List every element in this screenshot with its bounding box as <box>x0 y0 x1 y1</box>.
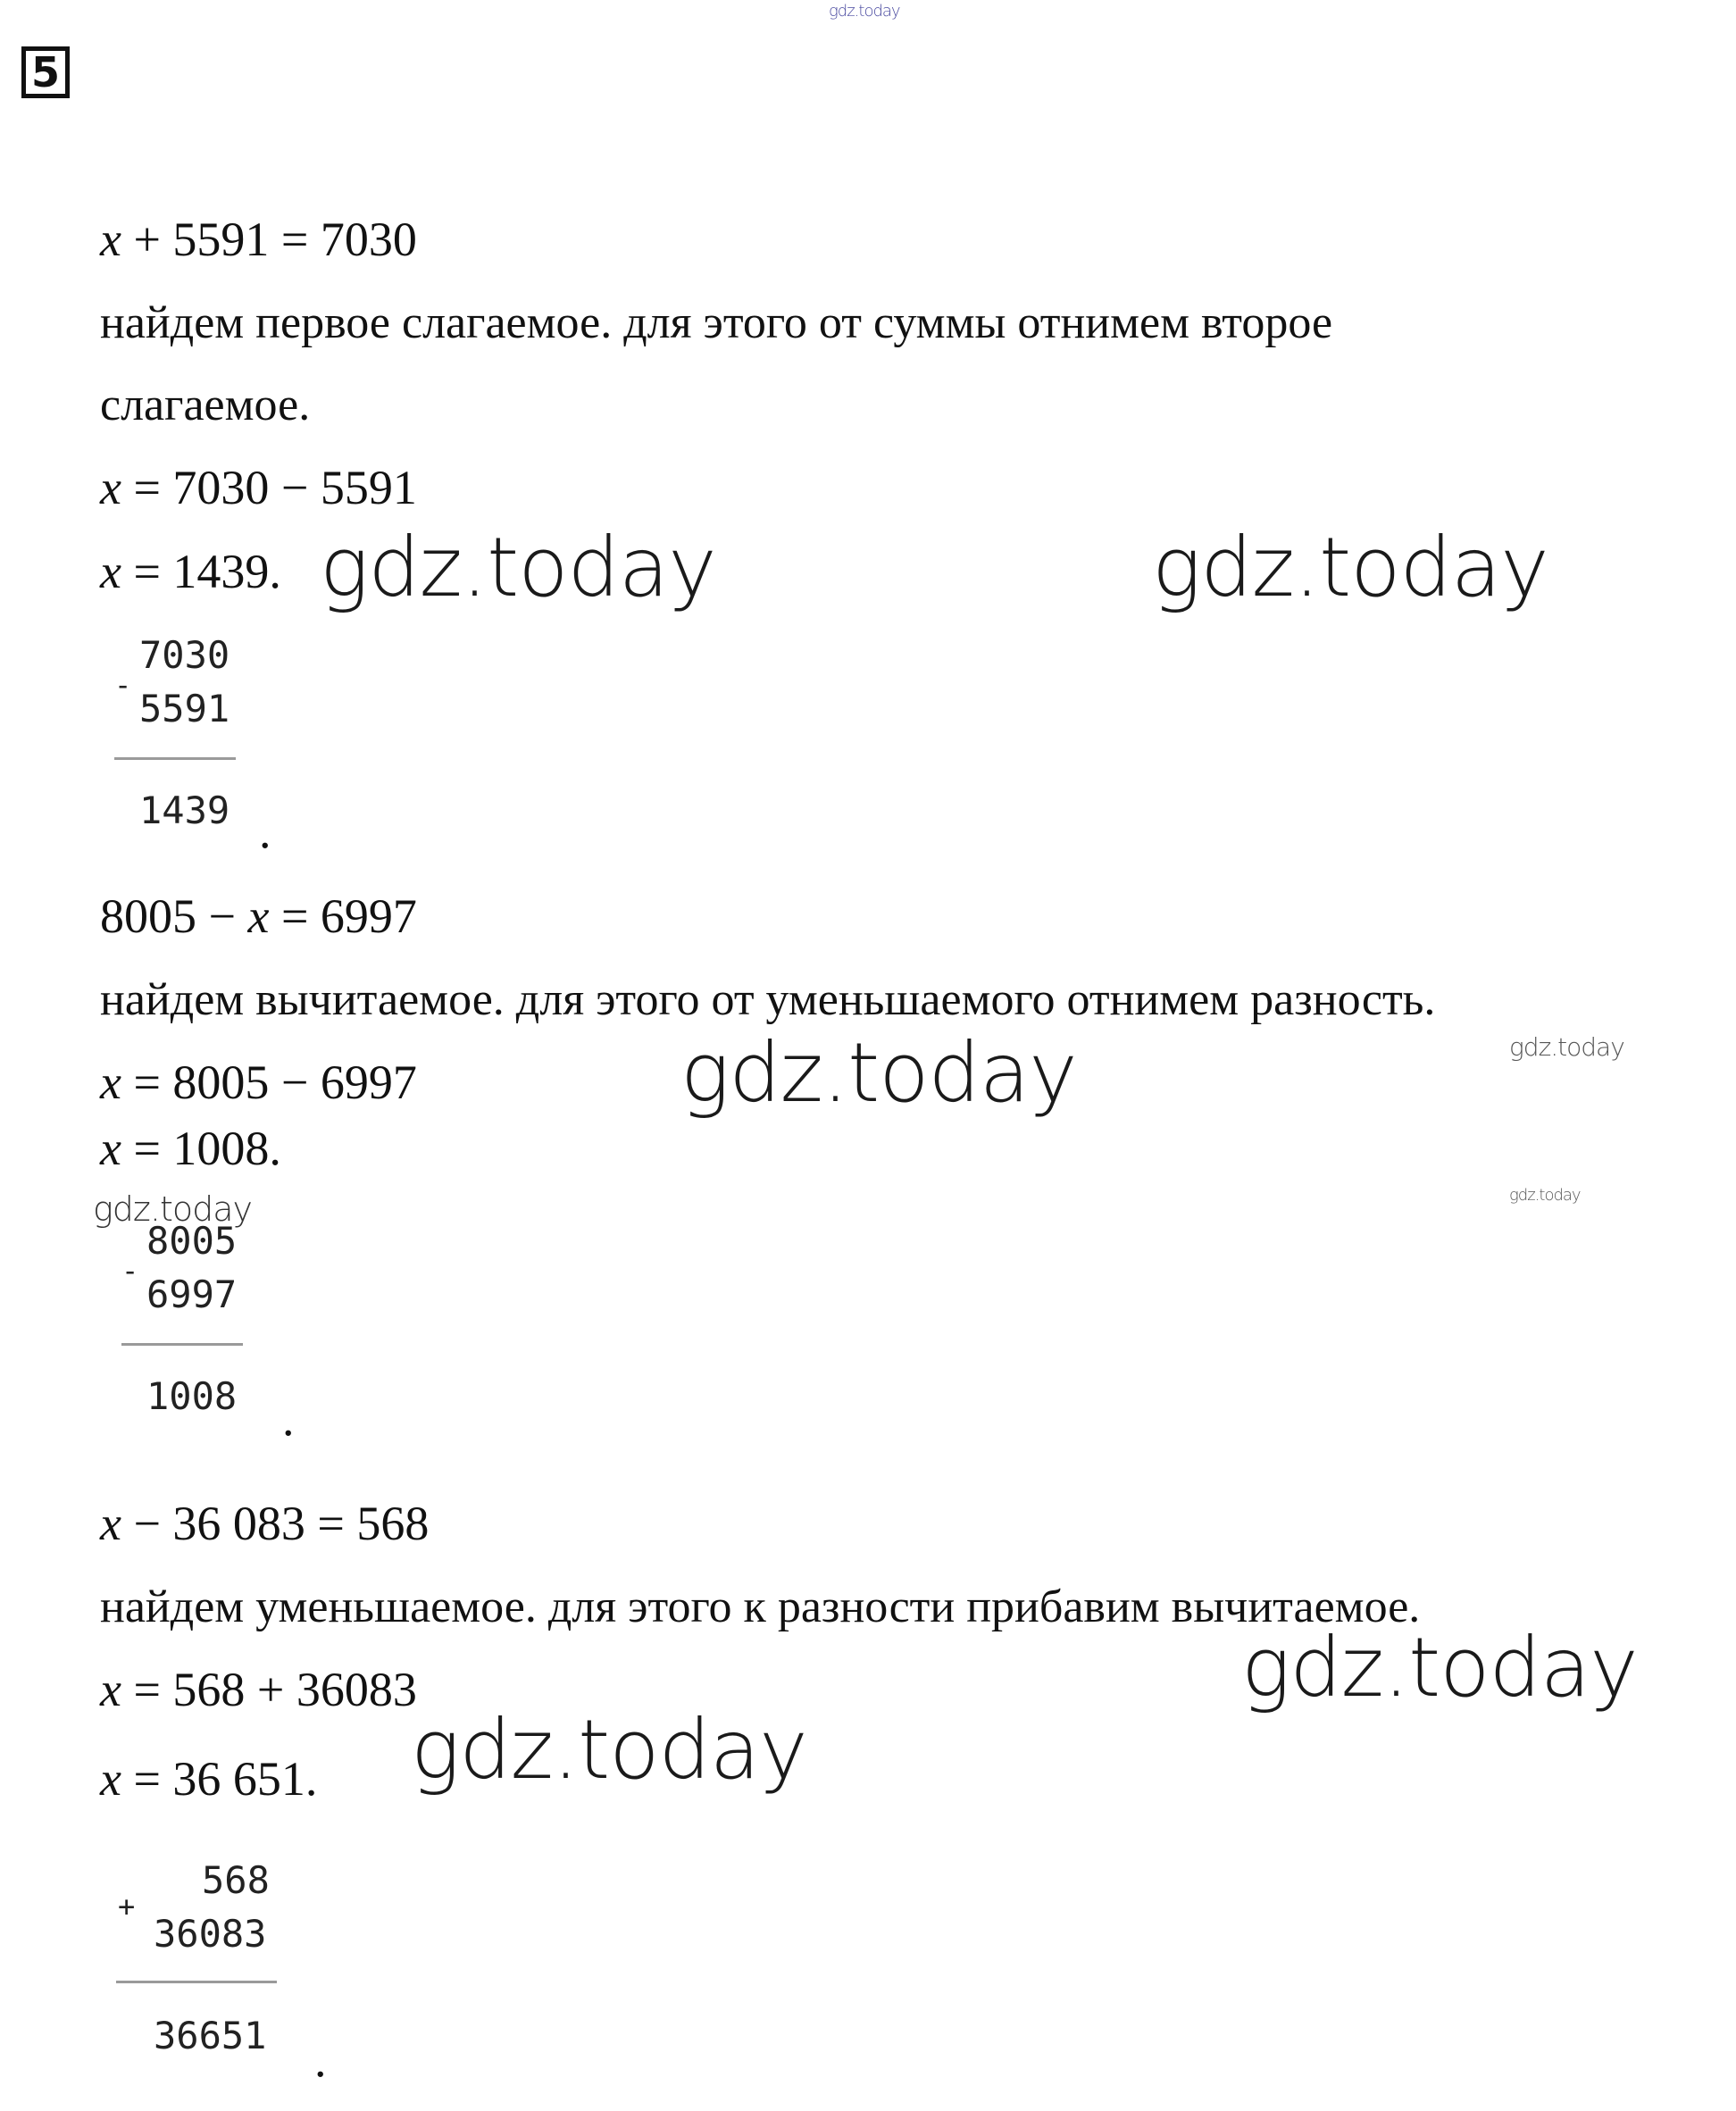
step-text: = 8005 − 6997 <box>121 1056 417 1109</box>
watermark: gdz.today <box>93 1189 252 1229</box>
problem-1-explanation-line-1: найдем первое слагаемое. для этого от суммы отнимем второе <box>100 297 1333 348</box>
column-divider <box>114 757 236 760</box>
column-divider <box>121 1343 243 1346</box>
problem-1-answer <box>100 545 281 598</box>
variable-x: x <box>100 1752 121 1806</box>
problem-2-explanation-line-1: найдем вычитаемое. для этого от уменьшаемого отнимем разность. <box>100 974 1436 1025</box>
column-end-dot: . <box>314 2033 327 2087</box>
task-number-badge: 5 <box>21 46 70 98</box>
column-bottom-number: 5591 <box>139 687 230 730</box>
column-end-dot: . <box>282 1392 295 1446</box>
watermark: gdz.today <box>680 1025 1077 1121</box>
column-bottom-number: 6997 <box>146 1272 238 1316</box>
watermark: gdz.today <box>411 1702 807 1798</box>
problem-3-answer <box>100 1752 317 1806</box>
problem-1-step-1 <box>100 461 417 514</box>
problem-3-explanation-line-1: найдем уменьшаемое. для этого к разности прибавим вычитаемое. <box>100 1581 1421 1632</box>
problem-3-step-1 <box>100 1663 417 1716</box>
problem-2-step-1 <box>100 1056 417 1109</box>
equation-text: = 6997 <box>269 889 417 943</box>
column-top-number: 8005 <box>146 1219 238 1263</box>
problem-2-answer <box>100 1122 281 1175</box>
column-result: 36651 <box>154 2014 267 2057</box>
column-operator: + <box>118 1890 136 1923</box>
column-result: 1439 <box>139 788 230 832</box>
column-divider <box>116 1981 277 1983</box>
top-watermark: gdz.today <box>829 2 900 21</box>
step-text: = 7030 − 5591 <box>121 461 417 514</box>
watermark: gdz.today <box>1241 1620 1638 1715</box>
step-text: = 568 + 36083 <box>121 1663 417 1716</box>
variable-x: x <box>100 1122 121 1175</box>
problem-3-equation <box>100 1497 429 1550</box>
variable-x: x <box>100 213 121 266</box>
equation-text: − 36 083 = 568 <box>121 1497 430 1550</box>
watermark: gdz.today <box>1152 520 1548 615</box>
problem-1-equation <box>100 213 417 266</box>
answer-text: = 1439. <box>121 545 281 598</box>
variable-x: x <box>100 1497 121 1550</box>
answer-text: = 36 651. <box>121 1752 318 1806</box>
problem-1-explanation-line-2: слагаемое. <box>100 380 311 430</box>
watermark: gdz.today <box>320 520 716 615</box>
column-result: 1008 <box>146 1374 238 1418</box>
variable-x: x <box>100 1056 121 1109</box>
equation-prefix: 8005 − <box>100 889 248 943</box>
equation-text: + 5591 = 7030 <box>121 213 417 266</box>
watermark: gdz.today <box>1509 1186 1581 1205</box>
problem-2-equation <box>100 889 417 943</box>
watermark: gdz.today <box>1509 1032 1624 1062</box>
column-bottom-number: 36083 <box>154 1912 267 1956</box>
column-top-number: 7030 <box>139 633 230 677</box>
variable-x: x <box>100 461 121 514</box>
column-top-number: 568 <box>202 1858 270 1902</box>
variable-x: x <box>247 889 270 943</box>
variable-x: x <box>100 1663 121 1716</box>
column-end-dot: . <box>259 805 271 858</box>
column-operator: - <box>114 668 132 702</box>
answer-text: = 1008. <box>121 1122 281 1175</box>
variable-x: x <box>100 545 121 598</box>
column-operator: - <box>121 1254 139 1288</box>
